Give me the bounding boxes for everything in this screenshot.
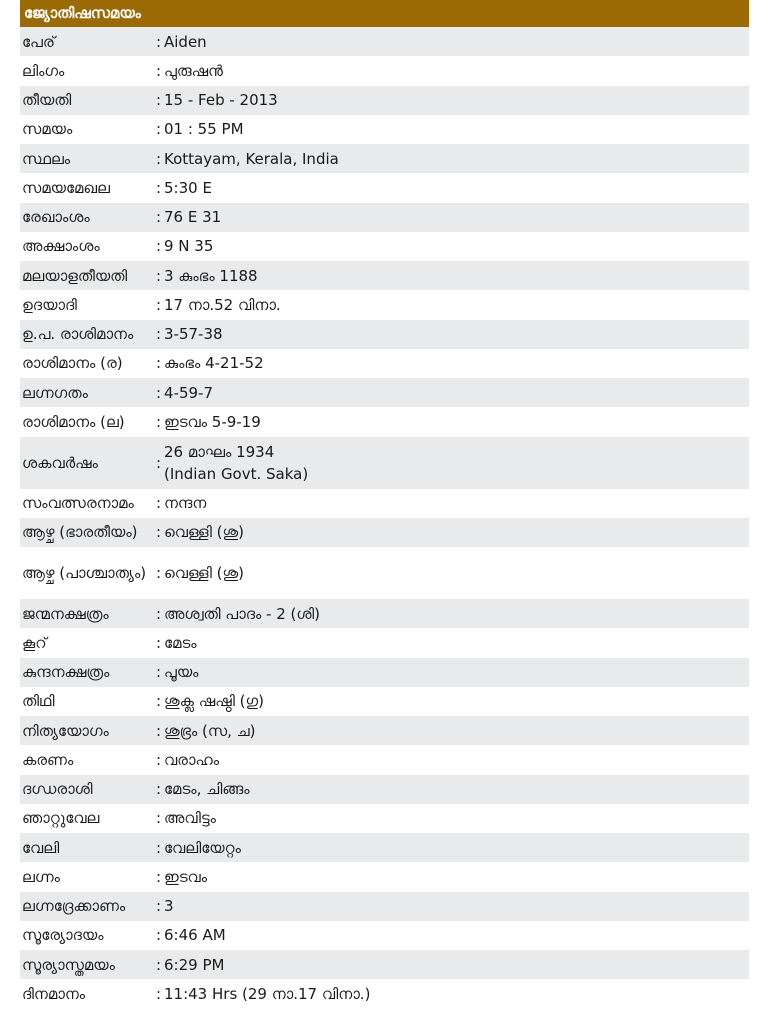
row-value-line: Aiden [164,32,207,51]
row-value-line: 15 - Feb - 2013 [164,91,278,110]
row-label: ലിംഗം [22,61,65,80]
row-label: ദഗ്ധരാശി [22,780,93,799]
separator: : [156,325,162,344]
row-label: രാശിമാനം (ല) [22,412,125,431]
row-value-line: 3-57-38 [164,325,223,344]
separator: : [156,494,162,513]
section-title: ജ്യോതിഷസമയം [20,0,749,27]
row-value [164,118,749,140]
separator: : [156,955,162,974]
row-label: രാശിമാനം (ര) [22,354,123,373]
separator: : [156,750,162,769]
row-value [164,562,749,584]
row-value [164,492,749,514]
row-label: ശകവർഷം [22,453,98,472]
row-value-line: 3 [164,897,174,916]
row-label: മലയാളതീയതി [22,266,128,285]
row-value [164,895,749,917]
row-value-line: 5:30 E [164,178,212,197]
table-row [20,950,749,979]
separator: : [156,295,162,314]
separator: : [156,120,162,139]
row-value [164,89,749,111]
row-label: ഉ.പ. രാശിമാനം [22,325,134,344]
separator: : [156,564,162,582]
separator: : [156,32,162,51]
row-label: സമയമേഖല [22,178,110,197]
table-row [20,437,749,489]
row-value [164,352,749,374]
row-label: ലഗ്നദ്രേക്കാണം [22,897,126,916]
row-label: പേര് [22,32,55,51]
table-row [20,862,749,891]
table-row [20,56,749,85]
row-value [164,690,749,712]
table-row [20,290,749,319]
table-row [20,979,749,1008]
row-value-line: വെള്ളി (ശു) [164,523,244,542]
row-value [164,866,749,888]
row-label: സൂര്യാസ്തമയം [22,955,115,974]
table-row [20,804,749,833]
row-label: ഉദയാദി [22,295,77,314]
separator: : [156,867,162,886]
table-row [20,27,749,56]
table-row [20,745,749,774]
row-label: സമയം [22,120,73,139]
row-value [164,265,749,287]
separator: : [156,523,162,542]
row-label: ദിനമാനം [22,984,86,1003]
row-value [164,382,749,404]
row-value [164,411,749,433]
row-value-line: 17 നാ.52 വിനാ. [164,295,281,314]
row-label: കരണം [22,750,74,769]
table-row [20,349,749,378]
table-row [20,716,749,745]
row-label: തിഥി [22,692,55,711]
row-value [164,148,749,170]
row-label: ആഴ്ച (പാശ്ചാത്യം) [22,564,147,582]
separator: : [156,984,162,1003]
table-row [20,687,749,716]
row-value [164,837,749,859]
table-row [20,115,749,144]
astro-time-panel [20,0,749,1009]
separator: : [156,809,162,828]
separator: : [156,178,162,197]
row-value-line: പൂയം [164,663,199,682]
row-value [164,323,749,345]
row-value [164,983,749,1005]
table-row [20,833,749,862]
row-value [164,924,749,946]
separator: : [156,692,162,711]
row-label: തീയതി [22,91,72,110]
separator: : [156,838,162,857]
row-value-line: 6:46 AM [164,926,226,945]
separator: : [156,354,162,373]
row-value-line: വേലിയേറ്റം [164,838,241,857]
row-value [164,294,749,316]
separator: : [156,383,162,402]
row-value [164,521,749,543]
row-value-line: വരാഹം [164,750,219,769]
row-label: സൂര്യോദയം [22,926,104,945]
table-row [20,775,749,804]
table-row [20,489,749,518]
table-row [20,261,749,290]
table-row [20,547,749,599]
row-value-line: മേടം [164,633,197,652]
table-row [20,232,749,261]
row-label: സ്ഥലം [22,149,71,168]
separator: : [156,91,162,110]
row-value-line: അവിട്ടം [164,809,216,828]
row-value [164,235,749,257]
row-label: കുന്ദനക്ഷത്രം [22,663,110,682]
table-row [20,628,749,657]
row-value-line: 11:43 Hrs (29 നാ.17 വിനാ.) [164,984,371,1003]
table-row [20,921,749,950]
row-value-line: നന്ദന [164,494,207,513]
row-value-line: Kottayam, Kerala, India [164,149,339,168]
row-value-line: ഇടവം [164,867,208,886]
row-value-line: 4-59-7 [164,383,213,402]
row-value [164,177,749,199]
table-row [20,407,749,436]
row-value-line: 26 മാഘം 1934 [164,442,275,461]
separator: : [156,61,162,80]
row-value [164,954,749,976]
row-label: കൂറ് [22,633,47,652]
row-label: സംവത്സരനാമം [22,494,134,513]
row-value-line: 01 : 55 PM [164,120,244,139]
separator: : [156,149,162,168]
table-row [20,599,749,628]
row-value [164,661,749,683]
separator: : [156,412,162,431]
table-row [20,378,749,407]
row-label: ആഴ്ച (ഭാരതീയം) [22,523,138,542]
separator: : [156,453,162,472]
row-label: നിത്യയോഗം [22,721,109,740]
row-label: അക്ഷാംശം [22,237,100,256]
row-value [164,206,749,228]
table-row [20,658,749,687]
row-value [164,720,749,742]
table-row [20,173,749,202]
separator: : [156,604,162,623]
separator: : [156,897,162,916]
table-row [20,320,749,349]
table-row [20,892,749,921]
row-value-line: 9 N 35 [164,237,214,256]
row-label: ജന്മനക്ഷത്രം [22,604,109,623]
row-value-line: വെള്ളി (ശു) [164,564,244,582]
row-value-line: കുംഭം 4-21-52 [164,354,264,373]
row-value-line: 6:29 PM [164,955,225,974]
row-value [164,632,749,654]
table-row [20,144,749,173]
row-value-line: 3 കുംഭം 1188 [164,266,258,285]
separator: : [156,780,162,799]
row-value-line: 76 E 31 [164,208,222,227]
separator: : [156,266,162,285]
table-row [20,203,749,232]
separator: : [156,926,162,945]
row-value [164,749,749,771]
row-value-line: ഇടവം 5-9-19 [164,412,261,431]
row-value-line: മേടം, ചിങ്ങം [164,780,250,799]
separator: : [156,721,162,740]
row-value [164,778,749,800]
row-value [164,60,749,82]
row-label: രേഖാംശം [22,208,90,227]
row-value [164,31,749,53]
separator: : [156,633,162,652]
separator: : [156,208,162,227]
table-row [20,518,749,547]
separator: : [156,237,162,256]
row-label: ലഗ്നം [22,867,60,886]
row-value [164,603,749,625]
table-row [20,86,749,115]
row-value-line: ശുഭ്രം (സ, ച) [164,721,256,740]
details-table [20,27,749,1009]
row-value-line: അശ്വതി പാദം - 2 (ശി) [164,604,320,623]
row-value-line: പുരുഷൻ [164,61,223,80]
separator: : [156,663,162,682]
row-value [164,441,749,485]
row-label: ലഗ്നഗതം [22,383,88,402]
row-value-line: (Indian Govt. Saka) [164,464,309,483]
row-value [164,807,749,829]
row-label: ഞാറ്റുവേല [22,809,100,828]
row-value-line: ശുക്ല ഷഷ്ഠി (ഗു) [164,692,264,711]
row-label: വേലി [22,838,60,857]
